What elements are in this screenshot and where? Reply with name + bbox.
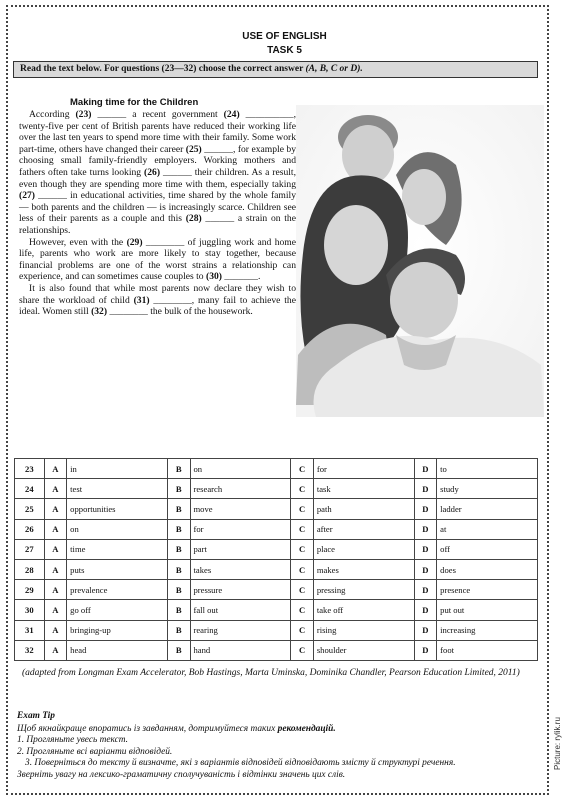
text-run: _______. [222, 271, 261, 283]
option-c: task [313, 479, 414, 499]
option-letter: D [414, 600, 437, 620]
option-letter: A [44, 499, 67, 519]
task-heading: TASK 5 [267, 45, 302, 56]
gap-number: (26) [144, 166, 161, 178]
exam-tip [17, 711, 542, 781]
option-c: pressing [313, 580, 414, 600]
option-d: presence [437, 580, 538, 600]
option-letter: B [167, 459, 190, 479]
option-d: at [437, 519, 538, 539]
option-a: go off [67, 600, 168, 620]
question-number: 28 [15, 559, 45, 579]
picture-credit: Picture: rylik.ru [553, 717, 562, 770]
option-c: path [313, 499, 414, 519]
option-letter: A [44, 620, 67, 640]
source-citation: (adapted from Longman Exam Accelerator, Bob Hastings, Marta Uminska, Dominika Chandler, Pearson Education Limited, 2011) [22, 668, 520, 678]
text-run: ______ their children. As a result, even though they are spending more time with them, especially taking [19, 166, 296, 190]
text-run: According [29, 109, 76, 120]
option-letter: C [291, 499, 314, 519]
table-row [15, 559, 538, 579]
option-a: prevalence [67, 580, 168, 600]
option-b: move [190, 499, 291, 519]
text-run: рекомендацій. [277, 723, 336, 734]
option-b: rearing [190, 620, 291, 640]
option-b: part [190, 539, 291, 559]
family-photo [296, 105, 544, 417]
paragraph-1 [19, 109, 296, 237]
text-run: ______ in educational activities, time shared by the whole family — both parents and the children — is increasingly scarce. Children see less of their parents as a couple and this [19, 190, 296, 225]
gap-number: (29) [126, 236, 143, 248]
table-row [15, 479, 538, 499]
option-a: test [67, 479, 168, 499]
gap-number: (27) [19, 190, 35, 202]
option-letter: D [414, 580, 437, 600]
option-letter: D [414, 519, 437, 539]
instruction-text: Read the text below. For questions (23—32) choose the correct answer [20, 64, 306, 74]
option-letter: C [291, 600, 314, 620]
question-number: 26 [15, 519, 45, 539]
option-letter: C [291, 479, 314, 499]
option-a: in [67, 459, 168, 479]
option-letter: D [414, 559, 437, 579]
table-row [15, 499, 538, 519]
text-run: ______ a strain on the relationships. [19, 213, 296, 236]
option-b: pressure [190, 580, 291, 600]
option-letter: C [291, 539, 314, 559]
text-run: __________, twenty-five per cent of British parents have reduced their working life over the last ten years to spend more time with their family. Some work part-time, others have changed their career [19, 109, 297, 155]
option-b: on [190, 459, 291, 479]
option-b: hand [190, 640, 291, 660]
option-letter: A [44, 640, 67, 660]
option-b: for [190, 519, 291, 539]
option-letter: B [167, 559, 190, 579]
option-letter: C [291, 519, 314, 539]
answer-options-table [14, 458, 538, 661]
option-letter: B [167, 539, 190, 559]
option-c: makes [313, 559, 414, 579]
paragraph-3 [19, 283, 296, 318]
question-number: 30 [15, 600, 45, 620]
option-c: shoulder [313, 640, 414, 660]
option-c: place [313, 539, 414, 559]
table-row [15, 580, 538, 600]
option-letter: C [291, 640, 314, 660]
option-letter: B [167, 499, 190, 519]
option-letter: A [44, 600, 67, 620]
option-letter: D [414, 539, 437, 559]
instruction-options: (A, B, C or D). [305, 64, 363, 74]
option-a: puts [67, 559, 168, 579]
text-run: ________, many fail to achieve the ideal. Women still [19, 294, 296, 318]
question-number: 29 [15, 580, 45, 600]
section-heading: USE OF ENGLISH [242, 31, 327, 42]
gap-number: (32) [91, 306, 108, 318]
exam-tip-step: 3. Поверніться до тексту й визначте, які з варіантів відповідей відповідають змісту й структурі речення. [25, 758, 456, 768]
option-b: research [190, 479, 291, 499]
option-c: take off [313, 600, 414, 620]
option-letter: C [291, 620, 314, 640]
option-letter: A [44, 459, 67, 479]
question-number: 32 [15, 640, 45, 660]
gap-number: (24) [223, 109, 240, 120]
table-row [15, 459, 538, 479]
exam-tip-note: Зверніть увагу на лексико-граматичну сполучуваність і відтінки значень цих слів. [17, 769, 346, 780]
table-row [15, 620, 538, 640]
text-run: It is also found that while most parents now declare they wish to share the workload of child [19, 282, 296, 306]
text-run: However, even with the [29, 236, 127, 248]
question-number: 25 [15, 499, 45, 519]
text-run: ________ of juggling work and home life, parents who work are more likely to stay together, because financial problems are one of the worst strains a relationship can experience, and can sometimes cause couples to [19, 236, 297, 283]
option-letter: A [44, 559, 67, 579]
exam-tip-step: 1. Прогляньте увесь текст. [17, 735, 128, 745]
option-d: does [437, 559, 538, 579]
paragraph-2 [19, 237, 296, 283]
table-row [15, 600, 538, 620]
option-c: rising [313, 620, 414, 640]
option-d: put out [437, 600, 538, 620]
exam-tip-title: Exam Tip [17, 711, 55, 721]
option-letter: C [291, 459, 314, 479]
option-a: opportunities [67, 499, 168, 519]
gap-number: (31) [133, 294, 150, 306]
table-row [15, 539, 538, 559]
text-run: Щоб якнайкраще впоратись із завданням, дотримуйтеся таких [17, 723, 278, 734]
exam-tip-step: 2. Прогляньте всі варіанти відповідей. [17, 746, 173, 757]
option-letter: B [167, 479, 190, 499]
question-number: 31 [15, 620, 45, 640]
question-number: 24 [15, 479, 45, 499]
option-d: increasing [437, 620, 538, 640]
gap-number: (25) [185, 143, 202, 155]
option-a: head [67, 640, 168, 660]
option-letter: A [44, 479, 67, 499]
option-d: foot [437, 640, 538, 660]
option-letter: C [291, 559, 314, 579]
option-letter: D [414, 620, 437, 640]
option-c: for [313, 459, 414, 479]
option-d: to [437, 459, 538, 479]
option-a: on [67, 519, 168, 539]
text-run: ________ the bulk of the housework. [107, 306, 253, 318]
question-number: 23 [15, 459, 45, 479]
option-letter: B [167, 519, 190, 539]
option-a: time [67, 539, 168, 559]
text-run: ______ a recent government [91, 109, 224, 120]
exam-tip-intro [17, 724, 542, 736]
option-d: study [437, 479, 538, 499]
option-letter: B [167, 600, 190, 620]
table-row [15, 640, 538, 660]
option-letter: A [44, 580, 67, 600]
article-text [19, 109, 296, 318]
option-d: off [437, 539, 538, 559]
option-b: fall out [190, 600, 291, 620]
option-letter: D [414, 499, 437, 519]
option-c: after [313, 519, 414, 539]
instruction-bar [13, 61, 538, 78]
gap-number: (30) [206, 271, 222, 283]
option-letter: B [167, 620, 190, 640]
question-number: 27 [15, 539, 45, 559]
gap-number: (28) [185, 213, 202, 225]
option-letter: C [291, 580, 314, 600]
article-title: Making time for the Children [70, 97, 199, 108]
option-b: takes [190, 559, 291, 579]
option-letter: D [414, 640, 437, 660]
table-row [15, 519, 538, 539]
option-letter: D [414, 459, 437, 479]
option-letter: B [167, 580, 190, 600]
option-letter: A [44, 519, 67, 539]
text-run: ______, for example by choosing small family-friendly employers. Working mothers and fathers often take turns looking [19, 143, 296, 178]
option-a: bringing-up [67, 620, 168, 640]
option-letter: A [44, 539, 67, 559]
gap-number: (23) [75, 109, 92, 120]
option-d: ladder [437, 499, 538, 519]
option-letter: D [414, 479, 437, 499]
option-letter: B [167, 640, 190, 660]
